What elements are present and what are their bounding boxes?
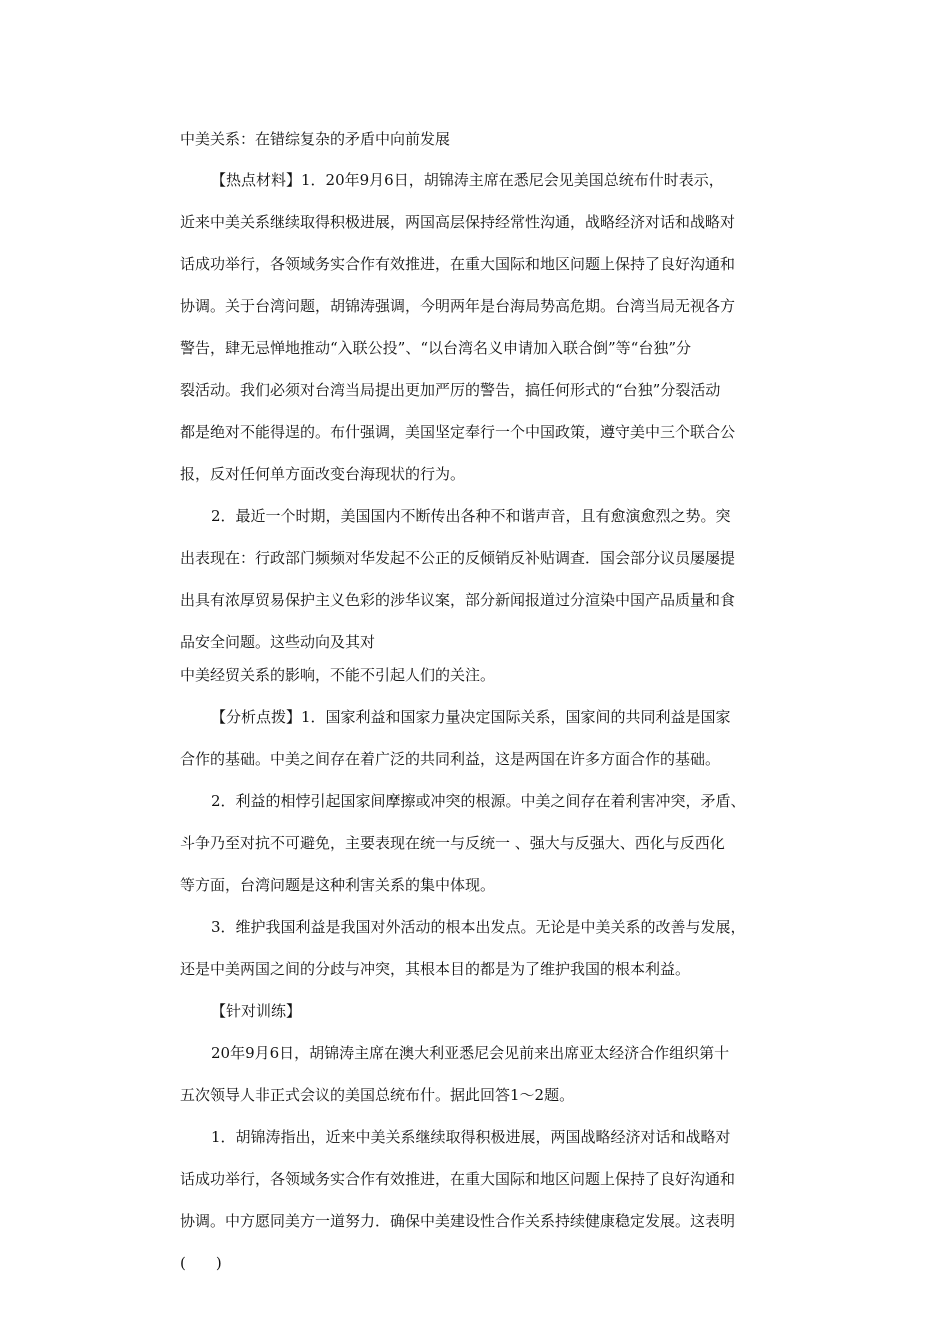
paragraph-line: 20年9月6日，胡锦涛主席在澳大利亚悉尼会见前来出席亚太经济合作组织第十 — [211, 1044, 730, 1062]
question-line: 协调。中方愿同美方一道努力．确保中美建设性合作关系持续健康稳定发展。这表明 — [180, 1212, 736, 1230]
paragraph-line: 【分析点拨】1．国家利益和国家力量决定国际关系，国家间的共同利益是国家 — [211, 708, 731, 726]
paragraph-line: 中美经贸关系的影响，不能不引起人们的关注。 — [180, 666, 496, 684]
paragraph-line: 2．最近一个时期，美国国内不断传出各种不和谐声音，且有愈演愈烈之势。突 — [211, 507, 731, 525]
paragraph-line: 还是中美两国之间的分歧与冲突，其根本目的都是为了维护我国的根本利益。 — [180, 960, 691, 978]
paragraph-line: 出表现在：行政部门频频对华发起不公正的反倾销反补贴调查．国会部分议员屡屡提 — [180, 549, 736, 567]
paragraph-line: 合作的基础。中美之间存在着广泛的共同利益，这是两国在许多方面合作的基础。 — [180, 750, 721, 768]
paragraph-line: 品安全问题。这些动向及其对 — [180, 633, 376, 651]
paragraph-line: 斗争乃至对抗不可避免，主要表现在统一与反统一 、强大与反强大、西化与反西化 — [180, 834, 725, 852]
document-title: 中美关系：在错综复杂的矛盾中向前发展 — [180, 130, 451, 148]
paragraph-line: 近来中美关系继续取得积极进展，两国高层保持经常性沟通，战略经济对话和战略对 — [180, 213, 736, 231]
paragraph-line: 警告，肆无忌惮地推动“入联公投”、“以台湾名义申请加入联合倒”等“台独”分 — [180, 339, 692, 357]
paragraph-line: 都是绝对不能得逞的。布什强调，美国坚定奉行一个中国政策，遵守美中三个联合公 — [180, 423, 736, 441]
paragraph-line: 等方面，台湾问题是这种利害关系的集中体现。 — [180, 876, 496, 894]
paragraph-line: 出具有浓厚贸易保护主义色彩的涉华议案，部分新闻报道过分渲染中国产品质量和食 — [180, 591, 736, 609]
paragraph-line: 五次领导人非正式会议的美国总统布什。据此回答1～2题。 — [180, 1086, 575, 1104]
paragraph-line: 报，反对任何单方面改变台海现状的行为。 — [180, 465, 466, 483]
paragraph-line: 话成功举行，各领域务实合作有效推进，在重大国际和地区问题上保持了良好沟通和 — [180, 255, 736, 273]
answer-blank: ( ) — [180, 1254, 222, 1272]
paragraph-line: 2．利益的相悖引起国家间摩擦或冲突的根源。中美之间存在着利害冲突，矛盾、 — [211, 792, 746, 810]
question-line: 话成功举行，各领域务实合作有效推进，在重大国际和地区问题上保持了良好沟通和 — [180, 1170, 736, 1188]
paragraph-line: 协调。关于台湾问题，胡锦涛强调，今明两年是台海局势高危期。台湾当局无视各方 — [180, 297, 736, 315]
section-heading: 【针对训练】 — [211, 1002, 302, 1020]
paragraph-line: 3．维护我国利益是我国对外活动的根本出发点。无论是中美关系的改善与发展， — [211, 918, 746, 936]
paragraph-line: 【热点材料】1．20年9月6日，胡锦涛主席在悉尼会见美国总统布什时表示， — [211, 171, 724, 189]
question-line: 1．胡锦涛指出，近来中美关系继续取得积极进展，两国战略经济对话和战略对 — [211, 1128, 731, 1146]
paragraph-line: 裂活动。我们必须对台湾当局提出更加严厉的警告，搞任何形式的“台独”分裂活动 — [180, 381, 721, 399]
